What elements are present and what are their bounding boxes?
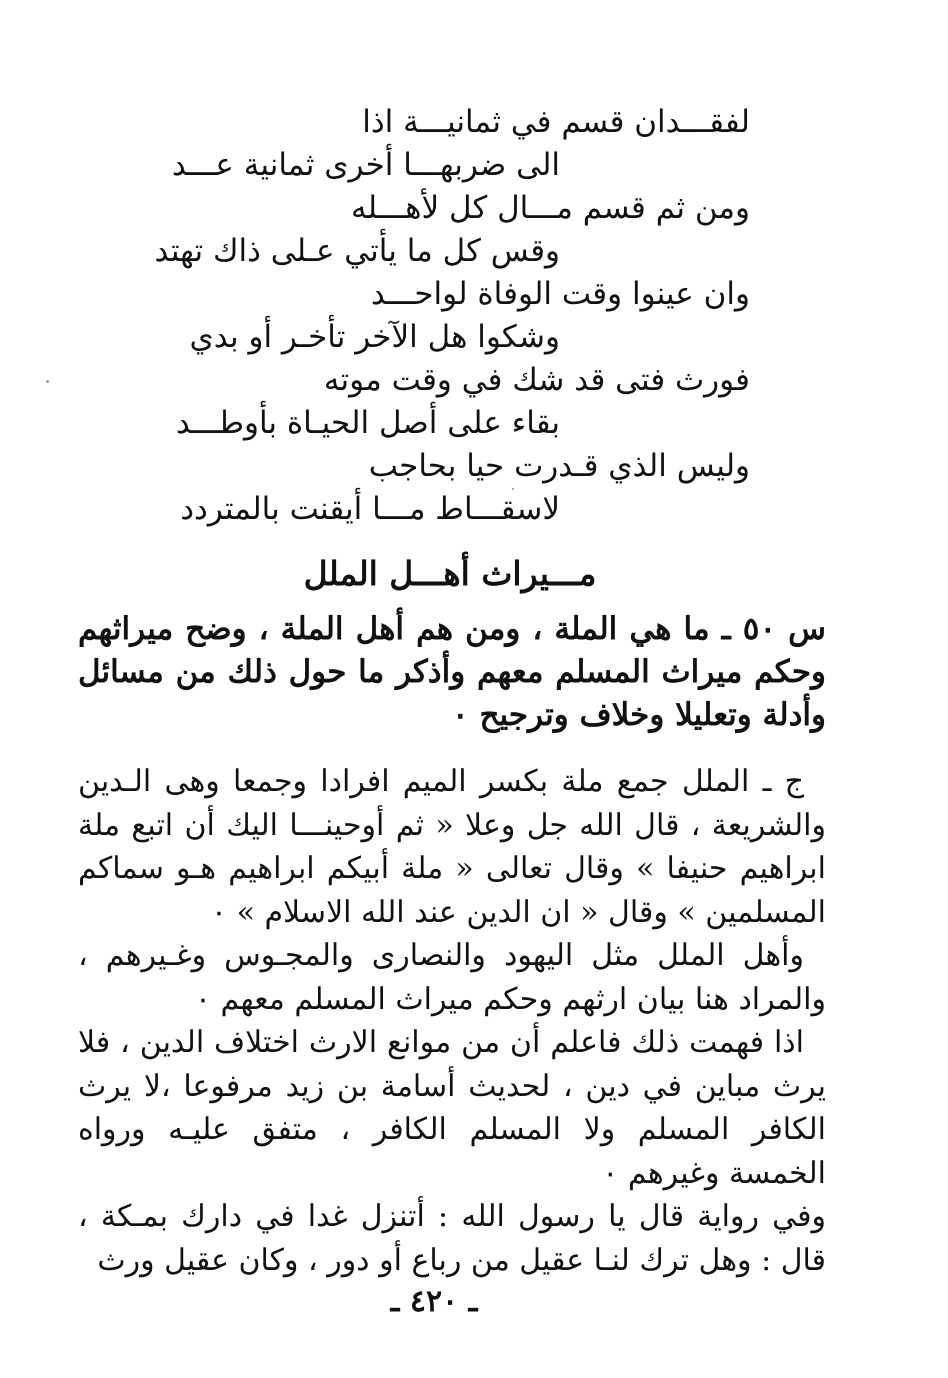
page-number: ـ ٤٢٠ ـ — [390, 1284, 478, 1319]
section-heading: مـــيراث أهـــل الملل — [303, 554, 597, 593]
poem-line-9: وليس الذي قـدرت حيا بحاجب — [368, 448, 750, 484]
scan-speck — [512, 488, 514, 490]
poem-line-8: بقاء على أصل الحيـاة بأوطـــد — [175, 405, 560, 441]
poem-line-3: ومن ثم قسم مـــال كل لأهـــله — [350, 190, 750, 226]
answer-paragraph-3: اذا فهمت ذلك فاعلم أن من موانع الارث اختلاف الدين ، فلا يرث مباين في دين ، لحديث أسامة بن زيد مرفوعا ،لا يرث الكافر المسلم ولا المسلم الكافر ، متفق عليـه ورواه الخمسة وغيرهم ٠ — [78, 1025, 826, 1191]
question-text: س ٥٠ ـ ما هي الملة ، ومن هم أهل الملة ، وضح ميراثهم وحكم ميراث المسلم معهم وأذكر ما حول ذلك من مسائل وأدلة وتعليلا وخلاف وترجيح ٠ — [78, 611, 827, 733]
poem-line-1: لفقـــدان قسم في ثمانيـــة اذا — [362, 104, 750, 140]
answer-paragraph-4: وفي رواية قال يا رسول الله : أتنزل غدا في دارك بمـكة ، قال : وهل ترك لنـا عقيل من رباع أو دور ، وكان عقيل ورث — [78, 1199, 826, 1278]
poem-line-4: وقس كل ما يأتي عـلى ذاك تهتد — [154, 233, 560, 269]
poem-line-6: وشكوا هل الآخر تأخـر أو بدي — [189, 319, 560, 355]
poem-line-7: فورث فتى قد شك في وقت موته — [323, 362, 750, 398]
answer-paragraph-2: وأهل الملل مثل اليهود والنصارى والمجـوس وغـيرهم ، والمراد هنا بيان ارثهم وحكم ميراث المسلم معهم ٠ — [78, 938, 826, 1017]
poem-line-5: وان عينوا وقت الوفاة لواحـــد — [370, 276, 750, 312]
poem-line-2: الى ضربهـــا أخرى ثمانية عـــد — [171, 147, 560, 183]
poem-line-10: لاسقـــاط مـــا أيقنت بالمتردد — [180, 491, 560, 527]
answer-paragraph-1: ج ـ الملل جمع ملة بكسر الميم افرادا وجمعا وهى الـدين والشريعة ، قال الله جل وعلا « ثم أوحينـــا اليك أن اتبع ملة ابراهيم حنيفا » وقال تعالى « ملة أبيكم ابراهيم هـو سماكم المسلمين » وقال « ان الدين عند الله الاسلام » ٠ — [78, 764, 826, 930]
answer-body — [78, 760, 826, 1282]
scan-speck — [46, 380, 49, 383]
